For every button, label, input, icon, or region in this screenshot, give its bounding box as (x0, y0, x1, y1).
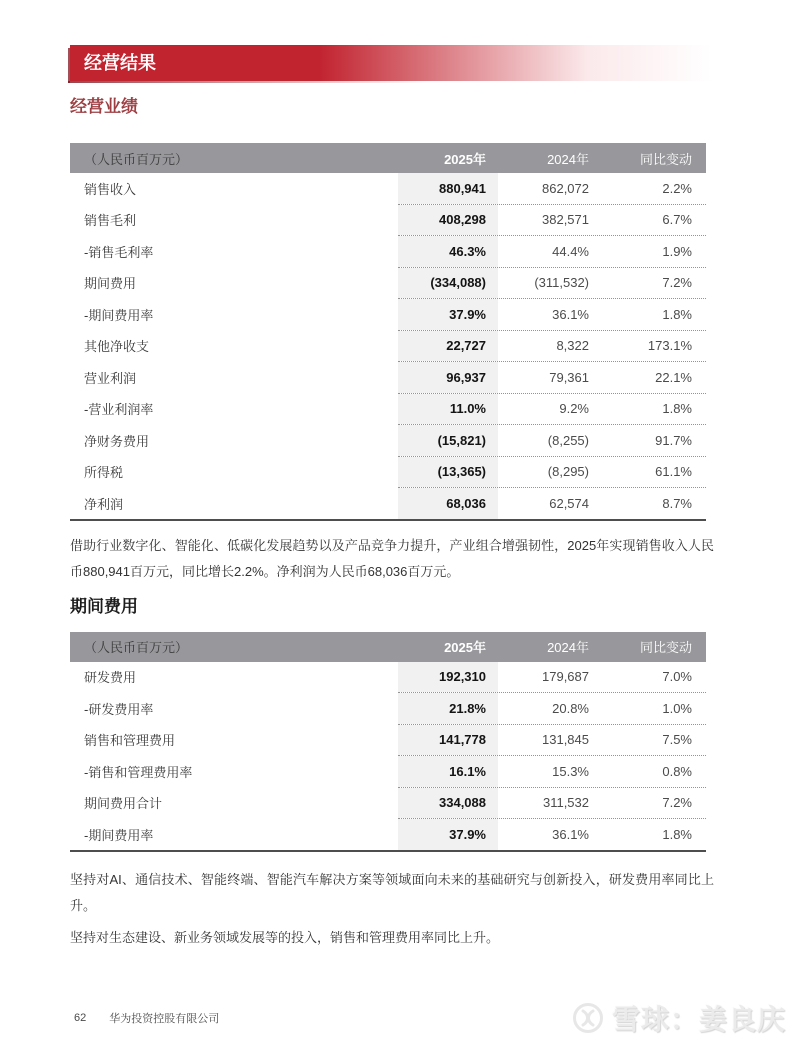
table-header-2024: 2024年 (547, 151, 589, 167)
rnd-commentary: 坚持对AI、通信技术、智能终端、智能汽车解决方案等领域面向未来的基础研究与创新投入，研发费用率同比上升。 (70, 871, 714, 913)
row-value-yoy: 7.5% (662, 732, 692, 748)
row-label: 净利润 (84, 496, 124, 512)
row-value-2024: 131,845 (542, 732, 589, 748)
table-row (70, 331, 706, 363)
row-value-2025: 96,937 (398, 362, 498, 393)
row-label: -销售和管理费用率 (84, 764, 193, 780)
table-header-2024: 2024年 (547, 640, 589, 655)
row-value-2025: 37.9% (398, 299, 498, 330)
row-value-2025: 37.9% (398, 819, 498, 850)
table-row (70, 299, 706, 331)
row-value-yoy: 1.8% (662, 826, 692, 842)
row-label: 净财务费用 (84, 433, 150, 449)
operating-results-table (70, 143, 706, 521)
row-value-yoy: 22.1% (655, 369, 692, 385)
chapter-banner-title: 经营结果 (84, 53, 156, 73)
row-value-2024: 62,574 (549, 495, 589, 511)
row-label: 期间费用 (84, 276, 137, 292)
row-value-yoy: 1.8% (662, 306, 692, 322)
table-row (70, 725, 706, 757)
row-label: 期间费用合计 (84, 796, 163, 812)
row-value-yoy: 173.1% (647, 338, 692, 354)
row-value-2024: 8,322 (556, 338, 589, 354)
xueqiu-watermark (571, 998, 786, 1038)
row-label: -期间费用率 (84, 307, 154, 323)
row-value-yoy: 61.1% (655, 464, 692, 480)
row-value-2025: 22,727 (398, 331, 498, 362)
row-label: 销售收入 (84, 181, 137, 197)
table-row (70, 236, 706, 268)
performance-commentary: 借助行业数字化、智能化、低碳化发展趋势以及产品竞争力提升，产业组合增强韧性，2025年实现销售收入人民币880,941百万元，同比增长2.2%。净利润为人民币68,036百万元。 (70, 537, 714, 579)
row-label: 销售和管理费用 (84, 733, 176, 749)
table-row (70, 756, 706, 788)
row-value-2024: 20.8% (552, 700, 589, 716)
row-value-2025: (13,365) (398, 457, 498, 488)
row-label: 其他净收支 (84, 339, 150, 355)
watermark-text: 雪球：姜良庆 (611, 1004, 786, 1035)
section-title-operating-performance: 经营业绩 (70, 97, 138, 116)
page-footer (74, 1010, 219, 1026)
selling-expense-commentary: 坚持对生态建设、新业务领域发展等的投入，销售和管理费用率同比上升。 (70, 929, 500, 945)
row-value-2025: 11.0% (398, 394, 498, 425)
row-value-2024: 179,687 (542, 669, 589, 685)
table-row (70, 693, 706, 725)
row-value-yoy: 7.2% (662, 795, 692, 811)
table-row (70, 662, 706, 694)
table-row (70, 457, 706, 489)
table-body (70, 662, 706, 850)
row-value-2024: (8,255) (547, 432, 589, 448)
table-header-2025: 2025年 (444, 640, 486, 655)
table-row (70, 425, 706, 457)
table-row (70, 205, 706, 237)
table-header-row (70, 143, 706, 173)
row-value-2024: 44.4% (552, 243, 589, 259)
row-value-2024: 79,361 (549, 369, 589, 385)
table-header-unit: （人民币百万元） (84, 151, 189, 167)
table-header-yoy: 同比变动 (639, 151, 692, 167)
row-label: 所得税 (84, 465, 124, 481)
table-row (70, 788, 706, 820)
row-label: 销售毛利 (84, 213, 137, 229)
row-value-2024: 36.1% (552, 826, 589, 842)
row-value-2025: (334,088) (398, 268, 498, 299)
row-value-2024: (8,295) (547, 464, 589, 480)
chapter-banner (70, 45, 760, 81)
table-header-2025: 2025年 (444, 151, 486, 167)
row-value-yoy: 1.9% (662, 243, 692, 259)
row-value-2025: 68,036 (398, 488, 498, 519)
row-value-yoy: 2.2% (662, 180, 692, 196)
row-value-2025: 408,298 (398, 205, 498, 236)
row-value-2025: 880,941 (398, 173, 498, 204)
row-label: 营业利润 (84, 370, 137, 386)
table-header-yoy: 同比变动 (639, 640, 692, 655)
table-row (70, 268, 706, 300)
page-number: 62 (74, 1012, 87, 1024)
row-label: -研发费用率 (84, 701, 154, 717)
row-value-2025: 141,778 (398, 725, 498, 756)
row-value-2025: 334,088 (398, 788, 498, 819)
row-value-2024: 36.1% (552, 306, 589, 322)
row-label: -营业利润率 (84, 402, 154, 418)
company-name: 华为投资控股有限公司 (109, 1013, 220, 1025)
row-label: -销售毛利率 (84, 244, 154, 260)
row-value-2024: 862,072 (542, 180, 589, 196)
row-label: -期间费用率 (84, 827, 154, 843)
table-header-row (70, 632, 706, 662)
row-value-2024: 15.3% (552, 763, 589, 779)
row-value-2024: 382,571 (542, 212, 589, 228)
row-value-yoy: 8.7% (662, 495, 692, 511)
table-row (70, 488, 706, 519)
row-value-2025: 16.1% (398, 756, 498, 787)
section-title-period-expenses: 期间费用 (70, 596, 138, 616)
period-expenses-table (70, 632, 706, 852)
table-row (70, 362, 706, 394)
row-value-2025: 46.3% (398, 236, 498, 267)
table-row (70, 394, 706, 426)
table-row (70, 819, 706, 850)
row-value-2024: 9.2% (559, 401, 589, 417)
table-header-unit: （人民币百万元） (84, 640, 189, 655)
row-value-2025: 21.8% (398, 693, 498, 724)
xueqiu-logo-icon (571, 1001, 605, 1035)
row-value-yoy: 7.2% (662, 275, 692, 291)
table-body (70, 173, 706, 519)
table-row (70, 173, 706, 205)
row-value-2025: (15,821) (398, 425, 498, 456)
row-label: 研发费用 (84, 670, 137, 686)
row-value-yoy: 1.8% (662, 401, 692, 417)
row-value-yoy: 7.0% (662, 669, 692, 685)
row-value-2024: (311,532) (534, 275, 589, 291)
row-value-yoy: 1.0% (662, 700, 692, 716)
row-value-yoy: 6.7% (662, 212, 692, 228)
row-value-2025: 192,310 (398, 662, 498, 693)
row-value-yoy: 91.7% (655, 432, 692, 448)
row-value-yoy: 0.8% (662, 763, 692, 779)
row-value-2024: 311,532 (542, 795, 589, 811)
